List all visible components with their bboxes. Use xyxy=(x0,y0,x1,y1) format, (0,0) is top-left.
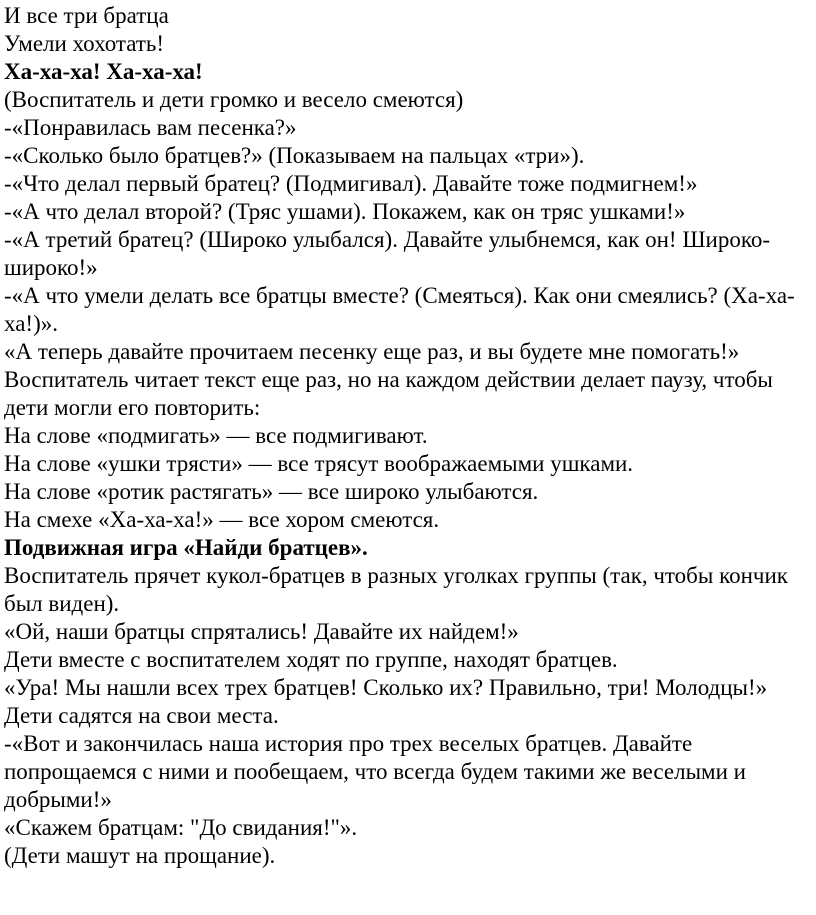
section-heading: Подвижная игра «Найди братцев». xyxy=(4,535,368,560)
text-line: (Дети машут на прощание). xyxy=(4,843,276,868)
bold-line: Ха-ха-ха! Ха-ха-ха! xyxy=(4,59,203,84)
text-line: Дети вместе с воспитателем ходят по группе, находят братцев. xyxy=(4,647,618,672)
text-line: И все три братца xyxy=(4,3,169,28)
text-line: -«Что делал первый братец? (Подмигивал). Давайте тоже подмигнем!» xyxy=(4,171,698,196)
text-line: -«А что умели делать все братцы вместе? (Смеяться). Как они смеялись? (Ха-ха-ха!)». xyxy=(4,283,795,336)
text-line: Умели хохотать! xyxy=(4,31,165,56)
text-line: -«Вот и закончилась наша история про трех веселых братцев. Давайте попрощаемся с ними и пообещаем, что всегда будем такими же веселыми и добрыми!» xyxy=(4,731,746,812)
text-line: (Воспитатель и дети громко и весело смеются) xyxy=(4,87,464,112)
text-line: «Ура! Мы нашли всех трех братцев! Сколько их? Правильно, три! Молодцы!» xyxy=(4,675,768,700)
text-line: На слове «подмигать» — все подмигивают. xyxy=(4,423,428,448)
text-line: Воспитатель читает текст еще раз, но на каждом действии делает паузу, чтобы дети могли его повторить: xyxy=(4,367,773,420)
text-line: -«А что делал второй? (Тряс ушами). Покажем, как он тряс ушками!» xyxy=(4,199,686,224)
text-line: -«Понравилась вам песенка?» xyxy=(4,115,297,140)
text-line: «А теперь давайте прочитаем песенку еще раз, и вы будете мне помогать!» xyxy=(4,339,740,364)
text-line: Воспитатель прячет кукол-братцев в разных уголках группы (так, чтобы кончик был виден). xyxy=(4,563,788,616)
text-line: На слове «ротик растягать» — все широко улыбаются. xyxy=(4,479,539,504)
text-line: На смехе «Ха-ха-ха!» — все хором смеются. xyxy=(4,507,440,532)
text-line: -«А третий братец? (Широко улыбался). Давайте улыбнемся, как он! Широко-широко!» xyxy=(4,227,771,280)
text-line: «Ой, наши братцы спрятались! Давайте их найдем!» xyxy=(4,619,519,644)
text-line: -«Сколько было братцев?» (Показываем на пальцах «три»). xyxy=(4,143,585,168)
text-line: «Скажем братцам: "До свидания!"». xyxy=(4,815,358,840)
text-line: Дети садятся на свои места. xyxy=(4,703,279,728)
text-line: На слове «ушки трясти» — все трясут воображаемыми ушками. xyxy=(4,451,634,476)
